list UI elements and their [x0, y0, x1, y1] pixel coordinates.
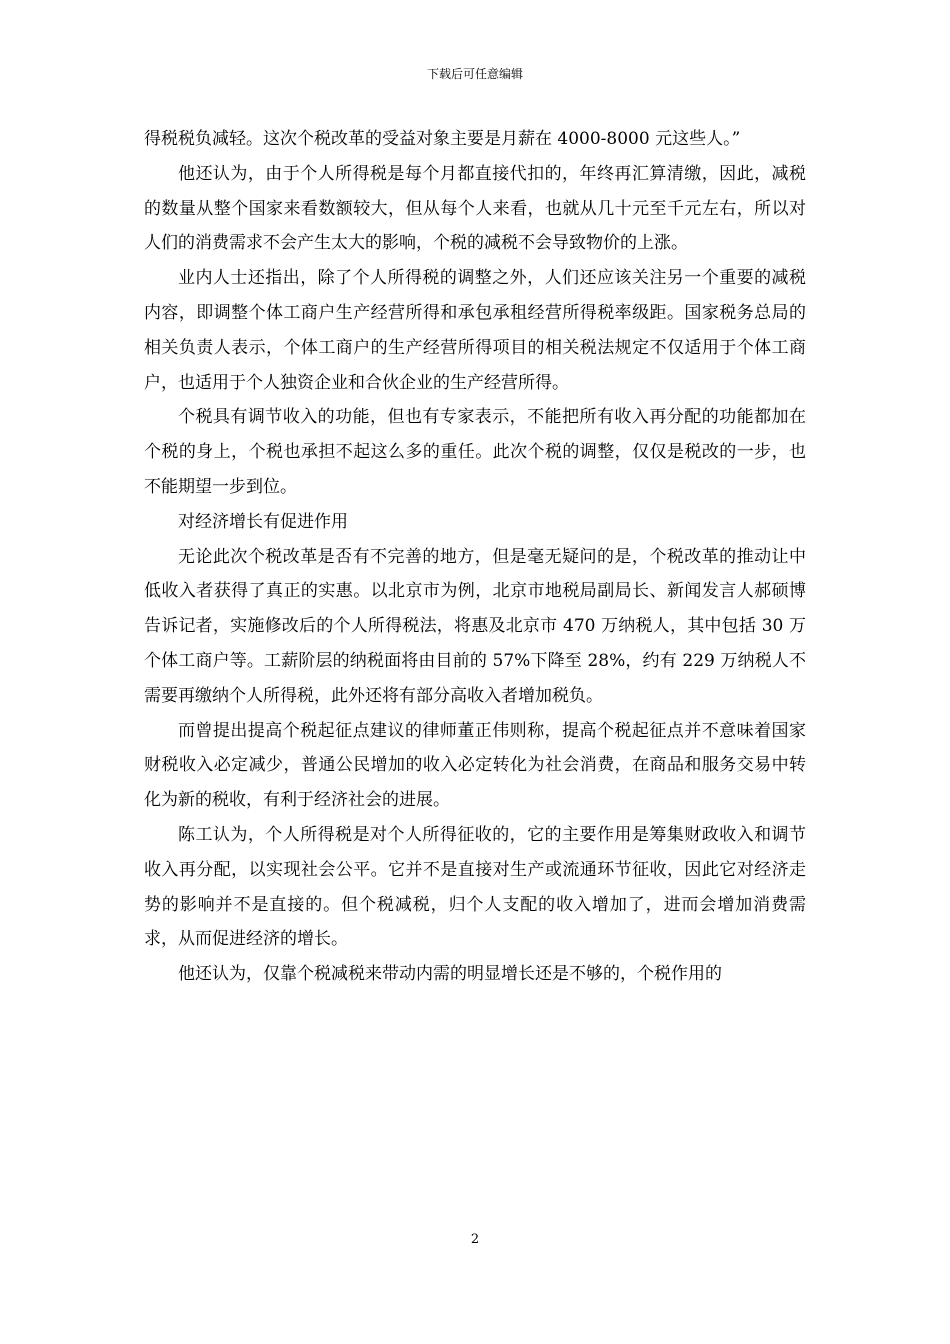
paragraph: 而曾提出提高个税起征点建议的律师董正伟则称，提高个税起征点并不意味着国家财税收入必定减少，普通公民增加的收入必定转化为社会消费，在商品和服务交易中转化为新的税收，有利于经济社会的进展。: [144, 720, 806, 811]
paragraph: 个税具有调节收入的功能，但也有专家表示，不能把所有收入再分配的功能都加在个税的身上，个税也承担不起这么多的重任。此次个税的调整，仅仅是税改的一步，也不能期望一步到位。: [144, 407, 806, 497]
paragraph: 陈工认为，个人所得税是对个人所得征收的，它的主要作用是筹集财政收入和调节收入再分配，以实现社会公平。它并不是直接对生产或流通环节征收，因此它对经济走势的影响并不是直接的。但个税减税，归个人支配的收入增加了，进而会增加消费需求，从而促进经济的增长。: [144, 824, 806, 950]
body-text: [144, 122, 806, 992]
section-heading: 对经济增长有促进作用: [178, 511, 348, 532]
page-header: 下载后可任意编辑: [426, 67, 523, 81]
paragraph: 他还认为，由于个人所得税是每个月都直接代扣的，年终再汇算清缴，因此，减税的数量从整个国家来看数额较大，但从每个人来看，也就从几十元至千元左右，所以对人们的消费需求不会产生太大的影响，个税的减税不会导致物价的上涨。: [144, 163, 806, 254]
paragraph: 他还认为，仅靠个税减税来带动内需的明显增长还是不够的，个税作用的: [178, 964, 722, 985]
paragraph: 无论此次个税改革是否有不完善的地方，但是毫无疑问的是，个税改革的推动让中低收入者获得了真正的实惠。以北京市为例，北京市地税局副局长、新闻发言人郝硕博告诉记者，实施修改后的个人所得税法，将惠及北京市 470 万纳税人，其中包括 30 万个体工商户等。工薪阶层的纳税面将由目前的 57%下降至 28%，约有 229 万纳税人不需要再缴纳个人所得税，此外还将有部分高收入者增加税负。: [144, 546, 806, 706]
paragraph: 业内人士还指出，除了个人所得税的调整之外，人们还应该关注另一个重要的减税内容，即调整个体工商户生产经营所得和承包承租经营所得税率级距。国家税务总局的相关负责人表示，个体工商户的生产经营所得项目的相关税法规定不仅适用于个体工商户，也适用于个人独资企业和合伙企业的生产经营所得。: [144, 268, 806, 393]
paragraph: 得税税负减轻。这次个税改革的受益对象主要是月薪在 4000-8000 元这些人。”: [144, 129, 741, 149]
page-number: 2: [470, 1232, 480, 1247]
